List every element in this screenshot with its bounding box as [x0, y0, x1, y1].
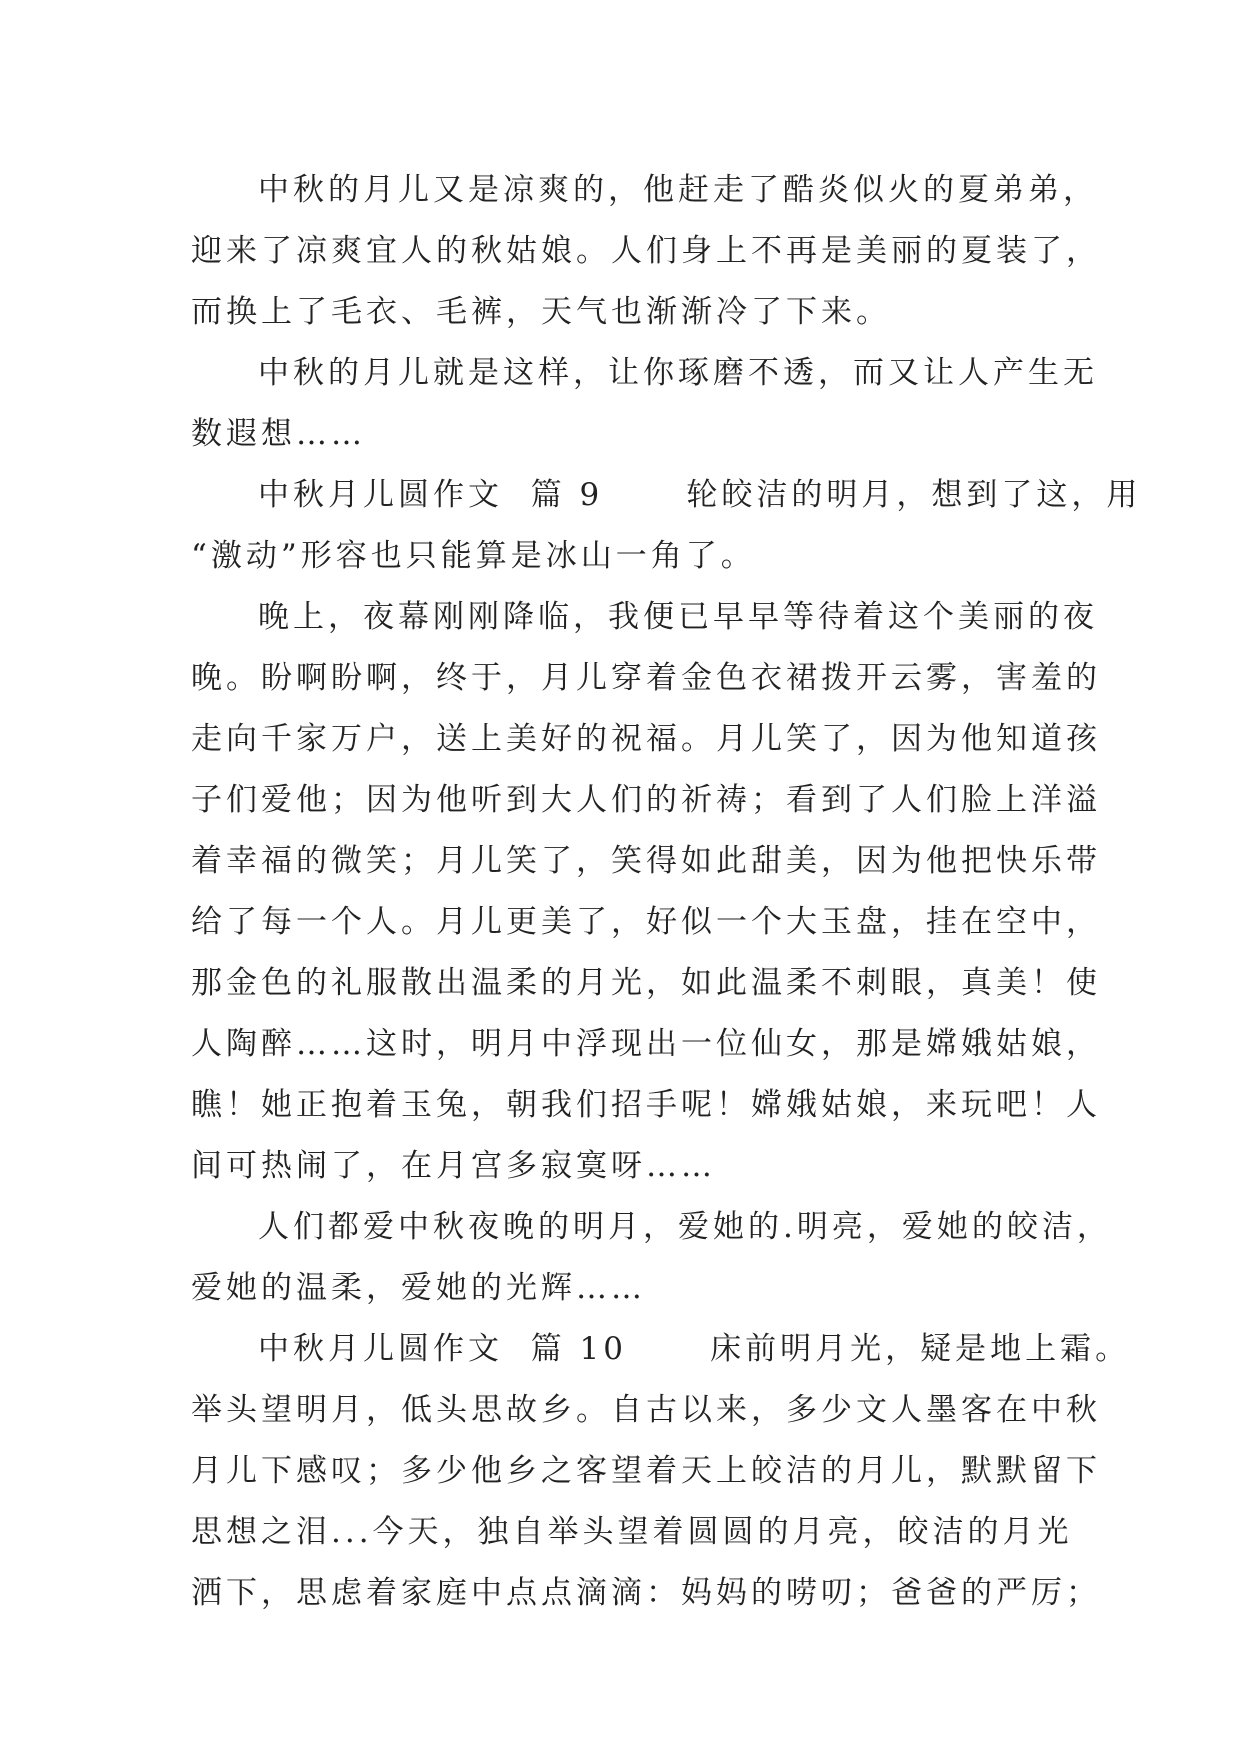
text-line: 晚。盼啊盼啊，终于，月儿穿着金色衣裙拨开云雾，害羞的	[191, 660, 1101, 696]
text-line: 瞧！她正抱着玉兔，朝我们招手呢！嫦娥姑娘，来玩吧！人	[191, 1087, 1101, 1123]
text-line: 而换上了毛衣、毛裤，天气也渐渐冷了下来。	[191, 294, 891, 330]
text-line: 举头望明月，低头思故乡。自古以来，多少文人墨客在中秋	[191, 1392, 1101, 1428]
text-line: 迎来了凉爽宜人的秋姑娘。人们身上不再是美丽的夏装了，	[191, 233, 1101, 269]
text-line: “激动”形容也只能算是冰山一角了。	[191, 538, 756, 574]
text-line: 着幸福的微笑；月儿笑了，笑得如此甜美，因为他把快乐带	[191, 843, 1101, 879]
text-line: 走向千家万户，送上美好的祝福。月儿笑了，因为他知道孩	[191, 721, 1101, 757]
text-line: 间可热闹了，在月宫多寂寞呀……	[191, 1148, 716, 1184]
text-line: 晚上，夜幕刚刚降临，我便已早早等待着这个美丽的夜	[258, 599, 1098, 635]
text-line: 数遐想……	[191, 416, 366, 452]
section-heading-line: 中秋月儿圆作文 篇 9 轮皎洁的明月，想到了这，用	[258, 477, 1142, 513]
text-line: 给了每一个人。月儿更美了，好似一个大玉盘，挂在空中，	[191, 904, 1101, 940]
text-line: 人陶醉……这时，明月中浮现出一位仙女，那是嫦娥姑娘，	[191, 1026, 1101, 1062]
text-line: 月儿下感叹；多少他乡之客望着天上皎洁的月儿，默默留下	[191, 1453, 1101, 1489]
section-heading-line: 中秋月儿圆作文 篇 10 床前明月光，疑是地上霜。	[258, 1331, 1131, 1367]
text-line: 人们都爱中秋夜晚的明月，爱她的.明亮，爱她的皎洁，	[258, 1209, 1112, 1245]
text-line: 爱她的温柔，爱她的光辉……	[191, 1270, 646, 1306]
text-line: 中秋的月儿又是凉爽的，他赶走了酷炎似火的夏弟弟，	[258, 172, 1098, 208]
text-line: 洒下，思虑着家庭中点点滴滴：妈妈的唠叨；爸爸的严厉；	[191, 1575, 1101, 1611]
text-line: 中秋的月儿就是这样，让你琢磨不透，而又让人产生无	[258, 355, 1098, 391]
text-line: 子们爱他；因为他听到大人们的祈祷；看到了人们脸上洋溢	[191, 782, 1101, 818]
text-line: 思想之泪...今天，独自举头望着圆圆的月亮，皎洁的月光	[191, 1514, 1073, 1550]
document-body	[191, 160, 1142, 1624]
text-line: 那金色的礼服散出温柔的月光，如此温柔不刺眼，真美！使	[191, 965, 1101, 1001]
